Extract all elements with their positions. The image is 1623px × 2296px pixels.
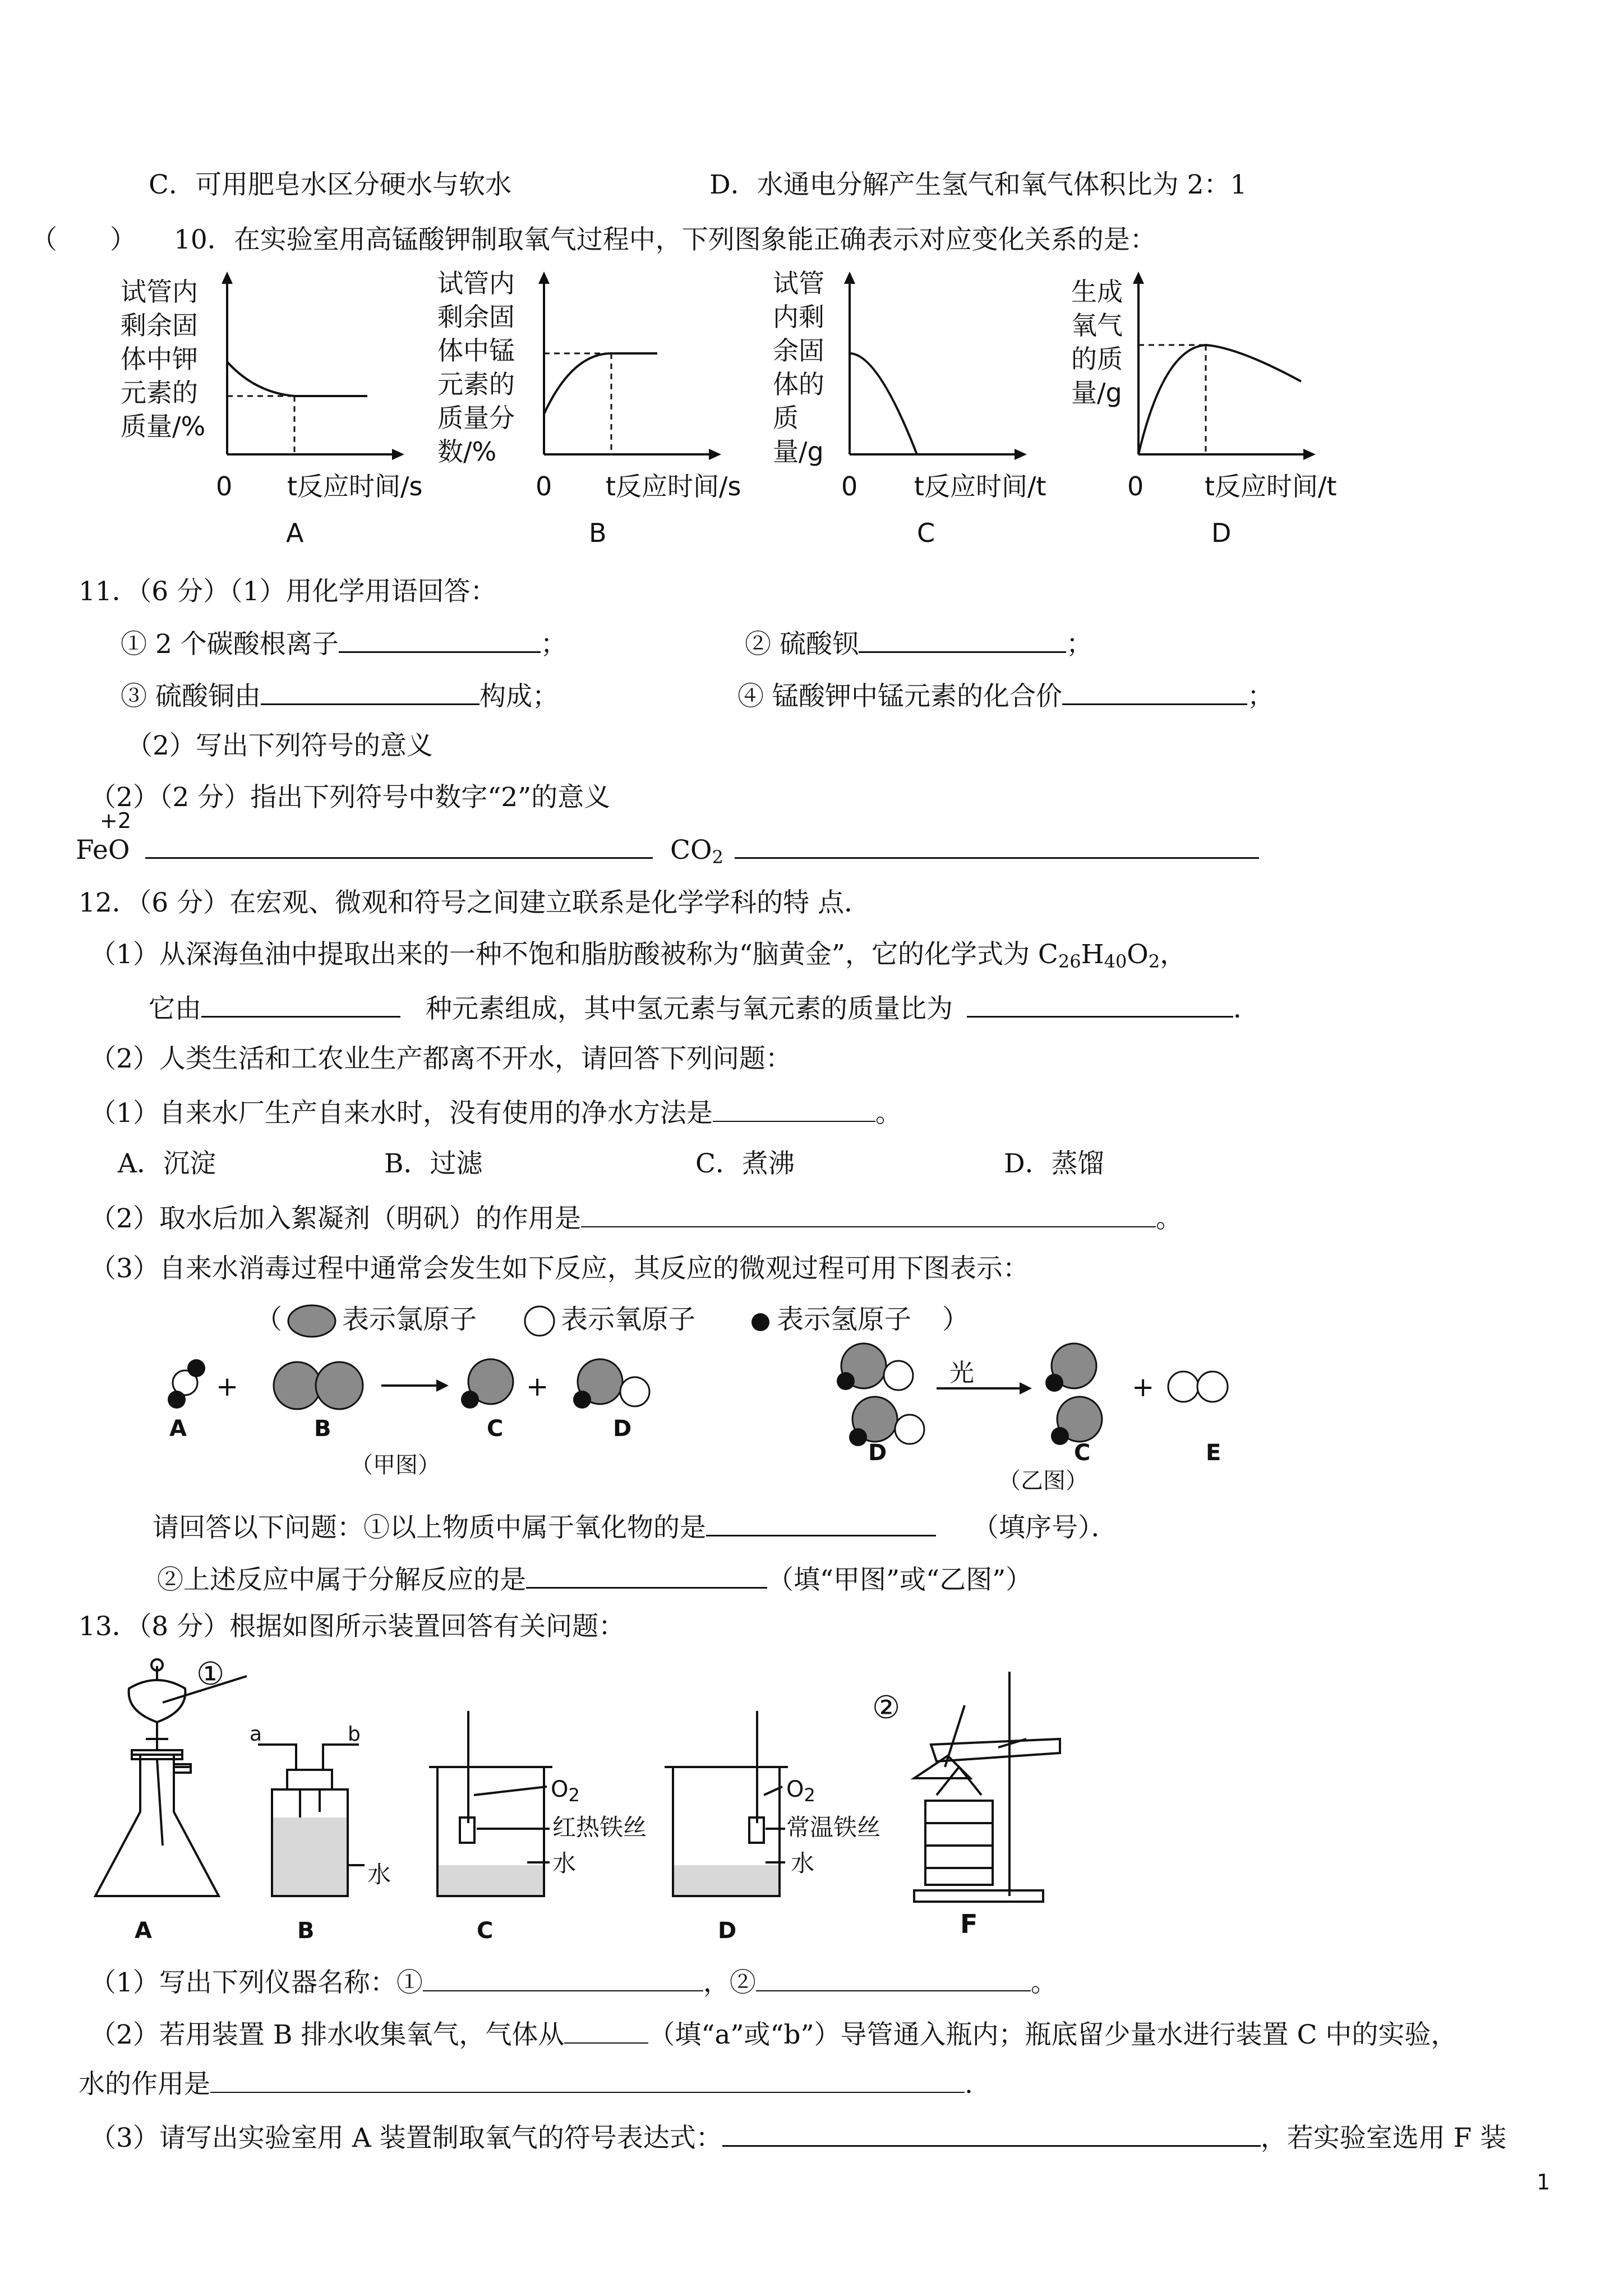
- q11-item1: ① 2 个碳酸根离子: [121, 629, 339, 660]
- graph-c-origin: 0: [841, 471, 858, 501]
- graph-b-plot: [533, 269, 723, 466]
- graph-d-origin: 0: [1127, 471, 1144, 501]
- q13-instrument2-blank[interactable]: [756, 1964, 1031, 1991]
- q12-opt-b: B．过滤: [384, 1148, 483, 1179]
- graph-d-xlabel: t反应时间/t: [1205, 471, 1337, 501]
- q13-p3: （3）请写出实验室用 A 装置制取氧气的符号表达式： ，若实验室选用 F 装: [90, 2119, 1506, 2155]
- q12-s1: （1）自来水厂生产自来水时，没有使用的净水方法是 。: [90, 1095, 902, 1130]
- feo-blank[interactable]: [145, 831, 653, 859]
- q11-item3b: 构成；: [479, 681, 559, 712]
- yi-condition: 光: [949, 1359, 974, 1387]
- app-label-d: D: [718, 1918, 737, 1944]
- graph-b-origin: 0: [536, 471, 552, 501]
- c-o2-label: $O_2$: [551, 1777, 580, 1806]
- graph-b-ylabel: 试管内剩余固体中锰元素的质量分数/%: [437, 268, 515, 467]
- graph-d-caption: D: [1211, 518, 1232, 548]
- q13-equation-blank[interactable]: [722, 2119, 1261, 2147]
- app-label-c: C: [477, 1918, 494, 1944]
- diagram-yi: [824, 1335, 1262, 1464]
- q11-item3a: ③ 硫酸铜由: [121, 681, 261, 712]
- q10-answer-paren: （ ）: [31, 224, 136, 255]
- co2-blank[interactable]: [735, 831, 1259, 859]
- circle-2-label: ②: [872, 1690, 901, 1726]
- q11-item3-blank[interactable]: [261, 678, 479, 705]
- c-hot-wire-label: 红热铁丝: [552, 1814, 647, 1841]
- legend-cl: 表示氯原子: [342, 1304, 477, 1335]
- d-water-label: 水: [791, 1849, 815, 1877]
- co2-line: [670, 831, 1259, 867]
- yi-label-e: E: [1206, 1440, 1221, 1466]
- q11-item1-blank[interactable]: [339, 625, 541, 653]
- q13-apparatus: [79, 1655, 1088, 1913]
- q12-p1: （1）从深海鱼油中提取出来的一种不饱和脂肪酸被称为“脑黄金”，它的化学式为 $C_{26}H_{40}O_2$，: [90, 939, 1187, 972]
- q12-mass-ratio-blank[interactable]: [967, 990, 1233, 1018]
- jia-label-d: D: [613, 1416, 632, 1442]
- q13-p2: （2）若用装置 B 排水收集氧气，气体从 （填“a”或“b”）导管通入瓶内；瓶底留少量水进行装置 C 中的实验，: [90, 2017, 1457, 2052]
- graph-b-xlabel: t反应时间/s: [606, 471, 741, 501]
- jia-label-b: B: [314, 1416, 331, 1442]
- graph-a-xlabel: t反应时间/s: [287, 471, 423, 501]
- q11-sep2: ；: [1066, 629, 1092, 660]
- feo-line: [76, 831, 653, 867]
- q12-p2: （2）人类生活和工农业生产都离不开水，请回答下列问题：: [90, 1043, 792, 1074]
- q9-option-c: C．可用肥皂水区分硬水与软水: [149, 169, 511, 200]
- yi-label-d: D: [868, 1440, 887, 1466]
- q11-sep1: ；: [540, 629, 567, 660]
- q12-opt-c: C．煮沸: [695, 1148, 795, 1179]
- jia-caption: （甲图）: [351, 1452, 440, 1478]
- q11-line2: [745, 625, 1092, 661]
- q12-s3: （3）自来水消毒过程中通常会发生如下反应，其反应的微观过程可用下图表示：: [90, 1253, 1029, 1284]
- jia-label-c: C: [487, 1416, 504, 1442]
- q13-header: 13．（8 分）根据如图所示装置回答有关问题：: [79, 1611, 625, 1642]
- graph-c-caption: C: [917, 518, 935, 548]
- legend-o: 表示氧原子: [561, 1304, 696, 1335]
- co2-symbol: $CO_2$: [670, 835, 723, 868]
- c-water-label: 水: [552, 1849, 577, 1877]
- q12-p1-line2: 它由 种元素组成，其中氢元素与氧元素的质量比为 ．: [149, 990, 1260, 1026]
- q12-ask1: 请回答以下问题：①以上物质中属于氧化物的是 （填序号）．: [153, 1509, 1118, 1545]
- tube-a-label: a: [250, 1723, 262, 1746]
- yi-caption: （乙图）: [998, 1468, 1088, 1494]
- jia-plus-1: +: [216, 1371, 239, 1402]
- b-water-label: 水: [367, 1861, 391, 1888]
- q12-element-count-blank[interactable]: [201, 990, 400, 1018]
- q12-s2: （2）取水后加入絮凝剂（明矾）的作用是 。: [90, 1200, 1182, 1236]
- q11-sub2: （2）写出下列符号的意义: [126, 730, 433, 761]
- d-o2-label: $O_2$: [786, 1777, 815, 1806]
- graph-c-ylabel: 试管内剩余固体的质量/g: [773, 268, 824, 467]
- circle-1-label: ①: [196, 1656, 225, 1692]
- q13-water-role-blank[interactable]: [210, 2066, 965, 2093]
- graph-b-caption: B: [589, 518, 607, 548]
- q11-sep4: ；: [1247, 681, 1274, 712]
- q10-question: 10．在实验室用高锰酸钾制取氧气过程中，下列图象能正确表示对应变化关系的是：: [174, 224, 1156, 255]
- graph-c-xlabel: t反应时间/t: [914, 471, 1046, 501]
- q12-decomp-blank[interactable]: [526, 1561, 767, 1589]
- q13-inlet-blank[interactable]: [564, 2017, 648, 2044]
- q12-ask2: ②上述反应中属于分解反应的是 （填“甲图”或“乙图”）: [157, 1561, 1032, 1597]
- q13-p1: （1）写出下列仪器名称：① ，② 。: [90, 1964, 1057, 2000]
- q13-p2-cont: 水的作用是 .: [79, 2066, 973, 2101]
- feo-symbol: FeO: [76, 835, 130, 866]
- graph-a-caption: A: [286, 518, 304, 548]
- d-cold-wire-label: 常温铁丝: [786, 1814, 881, 1841]
- feo-charge: +2: [100, 808, 132, 833]
- app-label-b: B: [297, 1918, 315, 1944]
- q11-line4: [737, 678, 1274, 714]
- q11-header: 11．（6 分）（1）用化学用语回答：: [79, 576, 497, 607]
- q12-opt-d: D．蒸馏: [1004, 1148, 1104, 1179]
- jia-plus-2: +: [526, 1371, 549, 1402]
- legend-h: 表示氢原子: [777, 1304, 912, 1335]
- graph-a-origin: 0: [216, 471, 233, 501]
- graph-a-plot: [216, 269, 407, 466]
- q13-instrument1-blank[interactable]: [423, 1964, 703, 1991]
- graph-c-plot: [838, 269, 1029, 466]
- q9-option-d: D．水通电分解产生氢气和氧气体积比为 2：1: [709, 169, 1247, 200]
- q11-line1: [121, 625, 567, 661]
- tube-b-label: b: [348, 1723, 361, 1746]
- q12-s1-blank[interactable]: [713, 1095, 875, 1122]
- q11-item4-blank[interactable]: [1062, 678, 1247, 705]
- q12-opt-a: A．沉淀: [118, 1148, 216, 1179]
- q11-item4: ④ 锰酸钾中锰元素的化合价: [737, 681, 1062, 712]
- q11-item2: ② 硫酸钡: [745, 629, 859, 660]
- q12-s2-blank[interactable]: [581, 1200, 1156, 1227]
- legend-open: （: [255, 1304, 283, 1335]
- graph-d-plot: [1127, 269, 1318, 466]
- app-label-a: A: [135, 1918, 152, 1944]
- legend-close: ）: [942, 1304, 970, 1335]
- yi-label-c: C: [1074, 1440, 1091, 1466]
- q12-header: 12．（6 分）在宏观、微观和符号之间建立联系是化学学科的特 点．: [79, 887, 871, 918]
- graph-a-ylabel: 试管内剩余固体中钾元素的质量/%: [121, 277, 206, 441]
- yi-plus: +: [1132, 1372, 1155, 1403]
- app-label-f: F: [960, 1909, 978, 1939]
- jia-label-a: A: [169, 1416, 187, 1442]
- q11-item2-blank[interactable]: [859, 625, 1066, 653]
- q11-line3: [121, 678, 559, 714]
- q12-oxide-blank[interactable]: [706, 1509, 936, 1536]
- page-number: 1: [1537, 2170, 1551, 2194]
- graph-d-ylabel: 生成氧气的质量/g: [1071, 277, 1123, 408]
- q11-sub2b: （2）（2 分）指出下列符号中数字“2”的意义: [90, 782, 611, 813]
